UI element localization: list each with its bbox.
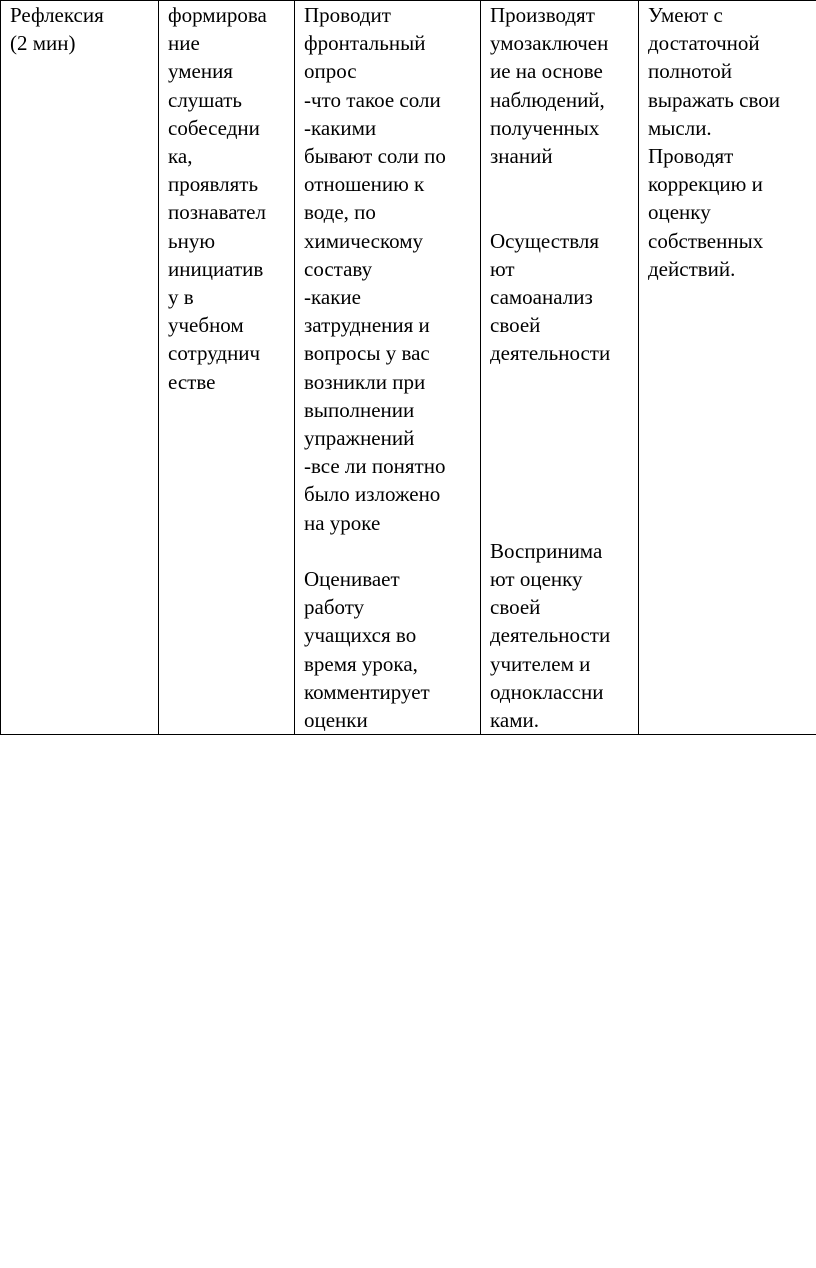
skills-line: сотруднич: [168, 341, 261, 366]
results-cell: [639, 1, 816, 735]
skills-cell: [159, 1, 295, 735]
teacher-survey-line: фронтальный: [304, 31, 426, 56]
teacher-survey-line: упражнений: [304, 426, 415, 451]
teacher-survey-line: затруднения и: [304, 313, 430, 338]
skills-line: слушать: [168, 87, 243, 112]
results-line: полнотой: [648, 59, 733, 84]
results-line: собственных: [648, 228, 764, 253]
student-selfanalysis-line: своей: [490, 313, 541, 338]
student-perception-line: деятельности: [490, 623, 611, 648]
skills-line: умения: [168, 59, 233, 84]
teacher-survey-line: выполнении: [304, 397, 415, 422]
student-perception-line: Воспринима: [490, 538, 603, 563]
teacher-survey-line: -какие: [304, 285, 361, 310]
student-selfanalysis-line: Осуществля: [490, 228, 599, 253]
teacher-survey-line: вопросы у вас: [304, 341, 430, 366]
skills-line: ка,: [168, 144, 193, 169]
results-line: мысли.: [648, 115, 712, 140]
stage-line: (2 мин): [10, 31, 76, 56]
teacher-evaluation-line: оценки: [304, 708, 368, 733]
teacher-survey-line: -какими: [304, 115, 377, 140]
student-selfanalysis-line: ют: [490, 256, 515, 281]
teacher-survey-line: -все ли понятно: [304, 454, 446, 479]
student-perception-line: одноклассни: [490, 679, 604, 704]
results-line: оценку: [648, 200, 711, 225]
skills-line: естве: [168, 369, 216, 394]
student-selfanalysis-line: деятельности: [490, 341, 611, 366]
teacher-survey-line: воде, по: [304, 200, 376, 225]
skills-line: у в: [168, 285, 194, 310]
skills-line: формирова: [168, 3, 267, 27]
table-row: [1, 1, 816, 735]
skills-line: ьную: [168, 228, 216, 253]
student-conclusions-line: полученных: [490, 115, 600, 140]
student-conclusions-line: Производят: [490, 3, 595, 27]
student-activity-cell: [481, 1, 639, 735]
results-line: действий.: [648, 256, 736, 281]
paragraph-gap: [490, 368, 632, 537]
teacher-survey-line: химическому: [304, 228, 424, 253]
student-conclusions-line: знаний: [490, 144, 553, 169]
teacher-survey-line: опрос: [304, 59, 357, 84]
skills-line: учебном: [168, 313, 244, 338]
student-perception-line: учителем и: [490, 651, 591, 676]
stage-cell: [1, 1, 159, 735]
teacher-survey-line: -что такое соли: [304, 87, 441, 112]
teacher-survey-line: отношению к: [304, 172, 425, 197]
skills-line: ние: [168, 31, 200, 56]
skills-line: проявлять: [168, 172, 259, 197]
results-line: выражать свои: [648, 87, 780, 112]
stage-line: Рефлексия: [10, 3, 104, 27]
skills-line: собеседни: [168, 115, 260, 140]
paragraph-gap: [490, 170, 632, 226]
skills-line: инициатив: [168, 256, 264, 281]
paragraph-gap: [304, 537, 474, 565]
teacher-evaluation-line: комментирует: [304, 679, 430, 704]
teacher-evaluation-line: время урока,: [304, 651, 418, 676]
student-conclusions-line: ие на основе: [490, 59, 603, 84]
skills-line: познавател: [168, 200, 266, 225]
results-line: достаточной: [648, 31, 760, 56]
teacher-survey-line: Проводит: [304, 3, 391, 27]
student-conclusions-line: наблюдений,: [490, 87, 605, 112]
results-line: коррекцию и: [648, 172, 763, 197]
teacher-evaluation-line: работу: [304, 595, 365, 620]
teacher-evaluation-line: учащихся во: [304, 623, 417, 648]
student-conclusions-line: умозаключен: [490, 31, 609, 56]
student-selfanalysis-line: самоанализ: [490, 285, 593, 310]
student-perception-line: своей: [490, 595, 541, 620]
teacher-evaluation-line: Оценивает: [304, 567, 400, 592]
teacher-activity-cell: [295, 1, 481, 735]
results-line: Проводят: [648, 144, 734, 169]
teacher-survey-line: бывают соли по: [304, 144, 446, 169]
student-perception-line: ками.: [490, 708, 539, 733]
results-line: Умеют с: [648, 3, 723, 27]
teacher-survey-line: возникли при: [304, 369, 426, 394]
teacher-survey-line: на уроке: [304, 510, 381, 535]
student-perception-line: ют оценку: [490, 567, 583, 592]
teacher-survey-line: составу: [304, 256, 373, 281]
teacher-survey-line: было изложено: [304, 482, 441, 507]
